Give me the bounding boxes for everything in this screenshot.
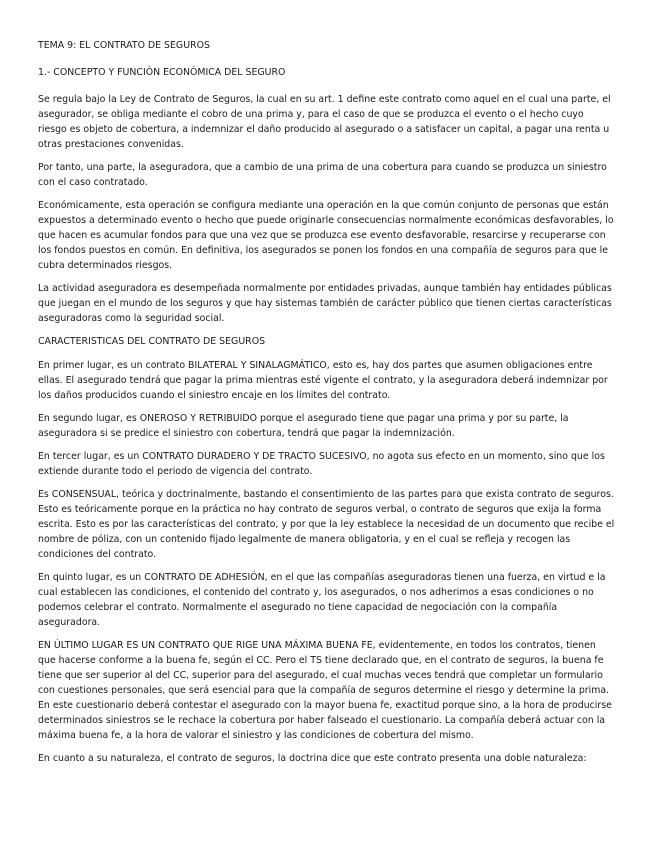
paragraph-buena-fe: EN ÚLTIMO LUGAR ES UN CONTRATO QUE RIGE UNA MÁXIMA BUENA FE, evidentemente, en todos los contratos, tienen que hacerse conforme a la buena fe, según el CC. Pero el TS tiene declarado que, en el contrato de seguros, la buena fe tiene que ser superior al del CC, superior para del asegurado, el cual muchas veces tendrá que completar un formulario con cuestiones personales, que será esencial para que la compañía de seguros determine el riesgo y determine la prima. En este cuestionario deberá contestar el asegurado con la mayor buena fe, exactitud porque sino, a la hora de producirse determinados siniestros se le rechace la cobertura por haber falseado el cuestionario. La compañía deberá actuar con la máxima buena fe, a la hora de valorar el siniestro y las condiciones de cobertura del mismo. xyxy=(38,640,612,741)
section-heading-caracteristicas: CARACTERISTICAS DEL CONTRATO DE SEGUROS xyxy=(38,336,266,347)
section-heading-concepto: 1.- CONCEPTO Y FUNCIÓN ECONÓMICA DEL SEGURO xyxy=(38,67,286,78)
paragraph-bilateral: En primer lugar, es un contrato BILATERAL Y SINALAGMÁTICO, esto es, hay dos partes que asumen obligaciones entre ellas. El asegurado tendrá que pagar la prima mientras esté vigente el contrato, y la aseguradora deberá indemnizar por los daños producidos cuando el siniestro encaje en los límites del contrato. xyxy=(38,360,608,401)
paragraph-consensual: Es CONSENSUAL, teórica y doctrinalmente, bastando el consentimiento de las partes para que exista contrato de seguros. Esto es teóricamente porque en la práctica no hay contrato de seguros verbal, o contrato de seguros que exija la forma escrita. Esto es por las características del contrato, y por que la ley establece la necesidad de un documento que recibe el nombre de póliza, con un contenido fijado legalmente de manera obligatoria, y en el cual se refleja y recogen las condiciones del contrato. xyxy=(38,489,615,560)
paragraph-por-tanto: Por tanto, una parte, la aseguradora, que a cambio de una prima de una cobertura para cuando se produzca un siniestro con el caso contratado. xyxy=(38,162,607,188)
paragraph-adhesion: En quinto lugar, es un CONTRATO DE ADHESIÓN, en el que las compañías aseguradoras tienen una fuerza, en virtud e la cual establecen las condiciones, el contenido del contrato y, los asegurados, o nos adherimos a esas condiciones o no podemos celebrar el contrato. Normalmente el asegurado no tiene capacidad de negociación con la compañía aseguradora. xyxy=(38,572,606,628)
paragraph-economicamente: Económicamente, esta operación se configura mediante una operación en la que común conjunto de personas que están expuestos a determinado evento o hecho que puede originarle consecuencias normalmente económicas desfavorables, lo que hacen es acumular fondos para que una vez que se produzca ese evento desfavorable, resarcirse y recuperarse con los fondos puestos en común. En definitiva, los asegurados se ponen los fondos en una compañía de seguros para que le cubra determinados riesgos. xyxy=(38,200,614,271)
paragraph-actividad-aseguradora: La actividad aseguradora es desempeñada normalmente por entidades privadas, aunque también hay entidades públicas que juegan en el mundo de los seguros y que hay sistemas también de carácter público que tienen ciertas características aseguradoras como la seguridad social. xyxy=(38,283,612,324)
paragraph-duradero: En tercer lugar, es un CONTRATO DURADERO Y DE TRACTO SUCESIVO, no agota sus efecto en un momento, sino que los extiende durante todo el periodo de vigencia del contrato. xyxy=(38,451,605,477)
document-title: TEMA 9: EL CONTRATO DE SEGUROS xyxy=(38,40,210,51)
paragraph-oneroso: En segundo lugar, es ONEROSO Y RETRIBUIDO porque el asegurado tiene que pagar una prima y por su parte, la aseguradora si se predice el siniestro con cobertura, tendrá que pagar la indemnización. xyxy=(38,413,569,439)
paragraph-definicion: Se regula bajo la Ley de Contrato de Seguros, la cual en su art. 1 define este contrato como aquel en el cual una parte, el asegurador, se obliga mediante el cobro de una prima y, para el caso de que se produzca el evento o el hecho cuyo riesgo es objeto de cobertura, a indemnizar el daño producido al asegurado o a satisfacer un capital, a pagar una renta u otras prestaciones convenidas. xyxy=(38,94,611,150)
paragraph-naturaleza: En cuanto a su naturaleza, el contrato de seguros, la doctrina dice que este contrato presenta una doble naturaleza: xyxy=(38,753,587,764)
